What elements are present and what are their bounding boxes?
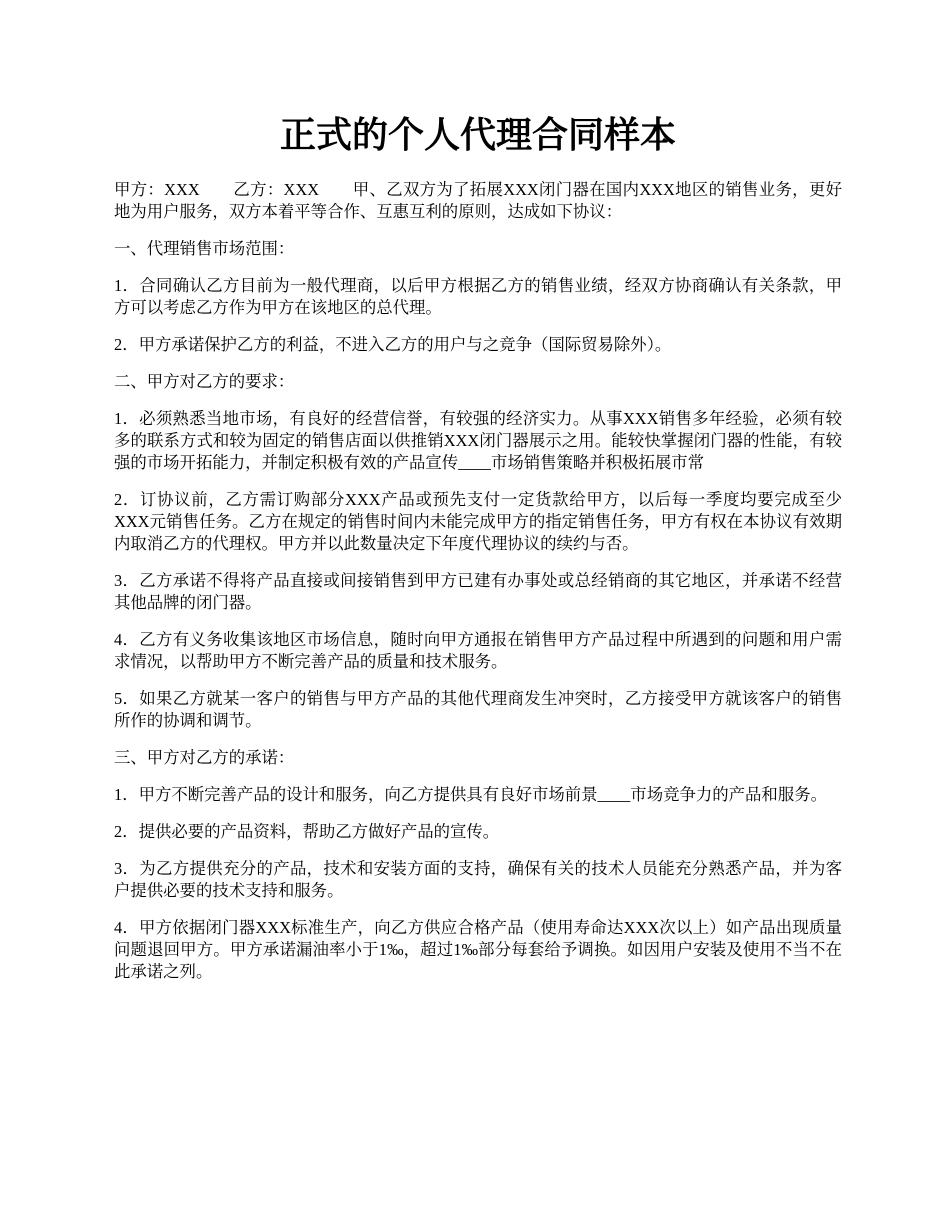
document-title: 正式的个人代理合同样本 [279, 115, 676, 156]
intro-paragraph: 甲方：XXX 乙方：XXX 甲、乙双方为了拓展XXX闭门器在国内XXX地区的销售业务，更好地为用户服务，双方本着平等合作、互惠互利的原则，达成如下协议： [114, 180, 842, 221]
section-3-item-2: 2．提供必要的产品资料，帮助乙方做好产品的宣传。 [114, 822, 500, 841]
section-3-item-4: 4．甲方依据闭门器XXX标准生产，向乙方供应合格产品（使用寿命达XXX次以上）如产品出现质量问题退回甲方。甲方承诺漏油率小于1‰，超过1‰部分每套给予调换。如因用户安装及使用不当不在此承诺之列。 [114, 918, 842, 981]
section-2-item-1: 1．必须熟悉当地市场，有良好的经营信誉，有较强的经济实力。从事XXX销售多年经验，必须有较多的联系方式和较为固定的销售店面以供推销XXX闭门器展示之用。能较快掌握闭门器的性能，有较强的市场开拓能力，并制定积极有效的产品宣传____市场销售策略并积极拓展市常 [114, 409, 842, 472]
section-2-item-4: 4．乙方有义务收集该地区市场信息，随时向甲方通报在销售甲方产品过程中所遇到的问题和用户需求情况，以帮助甲方不断完善产品的质量和技术服务。 [114, 630, 842, 671]
section-3-item-1: 1．甲方不断完善产品的设计和服务，向乙方提供具有良好市场前景____市场竞争力的产品和服务。 [114, 785, 827, 804]
section-2-item-5: 5．如果乙方就某一客户的销售与甲方产品的其他代理商发生冲突时，乙方接受甲方就该客户的销售所作的协调和调节。 [114, 689, 842, 730]
section-1-item-1: 1．合同确认乙方目前为一般代理商，以后甲方根据乙方的销售业绩，经双方协商确认有关条款，甲方可以考虑乙方作为甲方在该地区的总代理。 [114, 276, 842, 317]
section-2-item-2: 2．订协议前，乙方需订购部分XXX产品或预先支付一定货款给甲方，以后每一季度均要完成至少XXX元销售任务。乙方在规定的销售时间内未能完成甲方的指定销售任务，甲方有权在本协议有效期内取消乙方的代理权。甲方并以此数量决定下年度代理协议的续约与否。 [114, 490, 842, 553]
section-3-heading: 三、甲方对乙方的承诺： [114, 748, 295, 767]
section-1-item-2: 2．甲方承诺保护乙方的利益，不进入乙方的用户与之竞争（国际贸易除外）。 [114, 335, 672, 354]
document-body [114, 179, 842, 998]
section-2-heading: 二、甲方对乙方的要求： [114, 372, 295, 391]
section-1-heading: 一、代理销售市场范围： [114, 239, 295, 258]
section-3-item-3: 3．为乙方提供充分的产品，技术和安装方面的支持，确保有关的技术人员能充分熟悉产品，并为客户提供必要的技术支持和服务。 [114, 859, 842, 900]
section-2-item-3: 3．乙方承诺不得将产品直接或间接销售到甲方已建有办事处或总经销商的其它地区，并承诺不经营其他品牌的闭门器。 [114, 571, 842, 612]
